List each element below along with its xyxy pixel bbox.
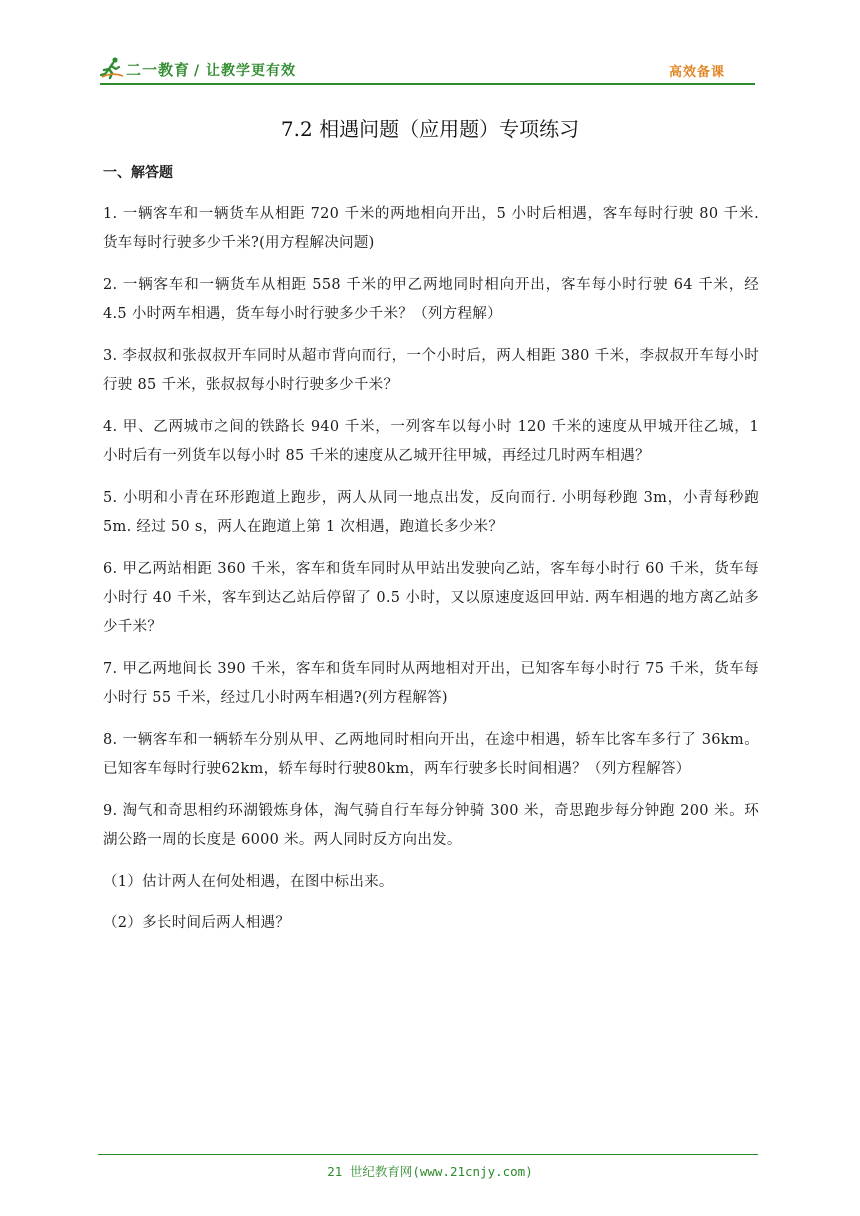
section-heading: 一、解答题 xyxy=(103,165,173,181)
subquestion-2: （2）多长时间后两人相遇？ xyxy=(103,915,291,931)
question-5: 5. 小明和小青在环形跑道上跑步，两人从同一地点出发，反向而行. 小明每秒跑 3m，小青每秒跑 5m. 经过 50 s，两人在跑道上第 1 次相遇，跑道长多少米？ xyxy=(103,490,759,535)
header-divider xyxy=(100,83,755,85)
brand-name: 二一教育 xyxy=(126,61,191,79)
footer-divider xyxy=(98,1154,758,1155)
header-tag: 高效备课 xyxy=(668,65,725,80)
question-2: 2. 一辆客车和一辆货车从相距 558 千米的甲乙两地同时相向开出，客车每小时行驶 64 千米，经 4.5 小时两车相遇，货车每小时行驶多少千米？（列方程解） xyxy=(103,277,759,322)
question-9: 9. 淘气和奇思相约环湖锻炼身体，淘气骑自行车每分钟骑 300 米，奇思跑步每分钟跑 200 米。环湖公路一周的长度是 6000 米。两人同时反方向出发。 xyxy=(103,803,759,848)
page-header xyxy=(100,56,755,82)
question-1: 1. 一辆客车和一辆货车从相距 720 千米的两地相向开出，5 小时后相遇，客车每时行驶 80 千米. 货车每时行驶多少千米?(用方程解决问题) xyxy=(103,206,759,251)
brand-slogan: / 让教学更有效 xyxy=(194,63,296,79)
question-list xyxy=(103,200,759,950)
logo xyxy=(100,56,124,80)
question-7: 7. 甲乙两地间长 390 千米，客车和货车同时从两地相对开出，已知客车每小时行 75 千米，货车每小时行 55 千米，经过几小时两车相遇?(列方程解答) xyxy=(103,661,759,706)
running-figure-icon xyxy=(100,56,124,80)
document-title: 7.2 相遇问题（应用题）专项练习 xyxy=(280,117,580,141)
page-footer: 21 世纪教育网(www.21cnjy.com) xyxy=(327,1164,533,1179)
question-6: 6. 甲乙两站相距 360 千米，客车和货车同时从甲站出发驶向乙站，客车每小时行 60 千米，货车每小时行 40 千米，客车到达乙站后停留了 0.5 小时，又以原速度返回甲站. 两车相遇的地方离乙站多少千米？ xyxy=(103,561,759,635)
subquestion-1: （1）估计两人在何处相遇，在图中标出来。 xyxy=(103,874,394,890)
question-3: 3. 李叔叔和张叔叔开车同时从超市背向而行，一个小时后，两人相距 380 千米，李叔叔开车每小时行驶 85 千米，张叔叔每小时行驶多少千米？ xyxy=(103,348,759,393)
question-8: 8. 一辆客车和一辆轿车分别从甲、乙两地同时相向开出，在途中相遇，轿车比客车多行了 36km。已知客车每时行驶62km，轿车每时行驶80km，两车行驶多长时间相遇？（列方程解答） xyxy=(103,732,759,777)
question-4: 4. 甲、乙两城市之间的铁路长 940 千米，一列客车以每小时 120 千米的速度从甲城开往乙城，1 小时后有一列货车以每小时 85 千米的速度从乙城开往甲城，再经过几时两车相遇？ xyxy=(103,419,759,464)
